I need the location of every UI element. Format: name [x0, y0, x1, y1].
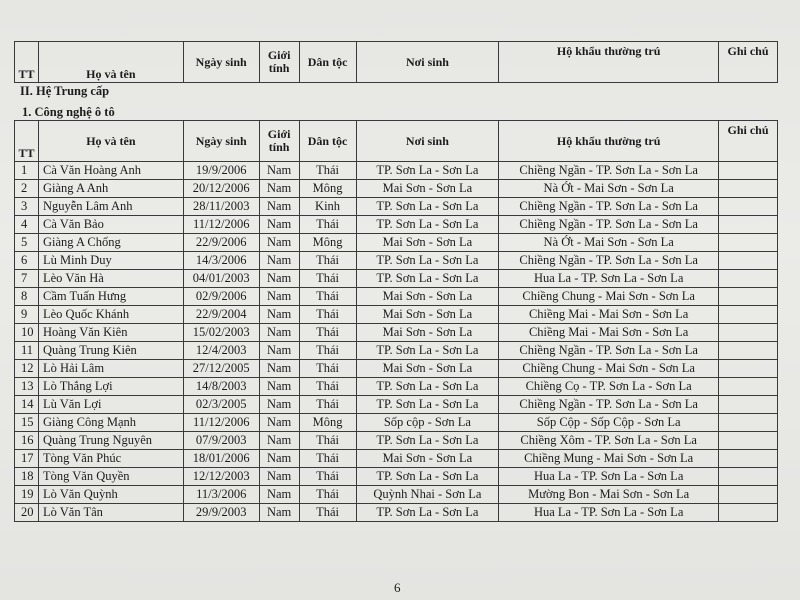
cell-residence: Chiềng Ngần - TP. Sơn La - Sơn La: [499, 252, 719, 270]
cell-dob: 29/9/2003: [183, 504, 259, 522]
cell-birthplace: TP. Sơn La - Sơn La: [356, 198, 499, 216]
cell-name: Quàng Trung Kiên: [38, 342, 183, 360]
cell-birthplace: Mai Sơn - Sơn La: [356, 324, 499, 342]
cell-name: Lò Văn Tân: [38, 504, 183, 522]
cell-name: Cà Văn Hoàng Anh: [38, 162, 183, 180]
cell-dob: 02/9/2006: [183, 288, 259, 306]
cell-birthplace: Mai Sơn - Sơn La: [356, 450, 499, 468]
table-row: [15, 270, 778, 288]
cell-tt: 17: [15, 450, 39, 468]
cell-name: Lèo Văn Hà: [38, 270, 183, 288]
cell-tt: 10: [15, 324, 39, 342]
cell-residence: Hua La - TP. Sơn La - Sơn La: [499, 504, 719, 522]
col-header-tt: TT: [15, 121, 39, 162]
cell-tt: 20: [15, 504, 39, 522]
cell-dob: 12/4/2003: [183, 342, 259, 360]
cell-birthplace: TP. Sơn La - Sơn La: [356, 378, 499, 396]
cell-name: Lò Thắng Lợi: [38, 378, 183, 396]
cell-residence: Sốp Cộp - Sốp Cộp - Sơn La: [499, 414, 719, 432]
cell-tt: 5: [15, 234, 39, 252]
cell-note: [719, 288, 778, 306]
cell-birthplace: Mai Sơn - Sơn La: [356, 288, 499, 306]
table-row: [15, 378, 778, 396]
cell-note: [719, 198, 778, 216]
cell-residence: Hua La - TP. Sơn La - Sơn La: [499, 270, 719, 288]
table-row: [15, 468, 778, 486]
cell-ethnic: Thái: [299, 324, 356, 342]
cell-note: [719, 162, 778, 180]
cell-gender: Nam: [259, 216, 299, 234]
cell-name: Cầm Tuấn Hưng: [38, 288, 183, 306]
cell-gender: Nam: [259, 450, 299, 468]
cell-dob: 14/3/2006: [183, 252, 259, 270]
cell-residence: Chiềng Ngần - TP. Sơn La - Sơn La: [499, 198, 719, 216]
cell-dob: 11/12/2006: [183, 414, 259, 432]
cell-ethnic: Mông: [299, 180, 356, 198]
cell-residence: Chiềng Ngần - TP. Sơn La - Sơn La: [499, 216, 719, 234]
cell-note: [719, 468, 778, 486]
cell-birthplace: Quỳnh Nhai - Sơn La: [356, 486, 499, 504]
cell-residence: Chiềng Ngần - TP. Sơn La - Sơn La: [499, 396, 719, 414]
cell-gender: Nam: [259, 288, 299, 306]
cell-dob: 11/3/2006: [183, 486, 259, 504]
cell-ethnic: Thái: [299, 360, 356, 378]
cell-dob: 28/11/2003: [183, 198, 259, 216]
cell-ethnic: Thái: [299, 504, 356, 522]
cell-residence: Nà Ớt - Mai Sơn - Sơn La: [499, 234, 719, 252]
cell-tt: 7: [15, 270, 39, 288]
cell-ethnic: Thái: [299, 216, 356, 234]
cell-dob: 15/02/2003: [183, 324, 259, 342]
header-birthplace: Nơi sinh: [356, 42, 499, 83]
cell-ethnic: Thái: [299, 288, 356, 306]
cell-note: [719, 486, 778, 504]
section-subtitle: 1. Công nghệ ô tô: [22, 105, 115, 119]
cell-dob: 22/9/2006: [183, 234, 259, 252]
cell-note: [719, 414, 778, 432]
cell-tt: 6: [15, 252, 39, 270]
table-row: [15, 414, 778, 432]
cell-residence: Chiềng Mai - Mai Sơn - Sơn La: [499, 324, 719, 342]
header-gender: Giới tính: [259, 42, 299, 83]
cell-ethnic: Thái: [299, 486, 356, 504]
table-row: [15, 450, 778, 468]
cell-birthplace: TP. Sơn La - Sơn La: [356, 432, 499, 450]
cell-ethnic: Kinh: [299, 198, 356, 216]
cell-name: Lù Văn Lợi: [38, 396, 183, 414]
cell-gender: Nam: [259, 486, 299, 504]
cell-birthplace: Mai Sơn - Sơn La: [356, 234, 499, 252]
cell-note: [719, 360, 778, 378]
cell-ethnic: Mông: [299, 414, 356, 432]
cell-tt: 9: [15, 306, 39, 324]
page-number: 6: [394, 580, 401, 595]
cell-birthplace: Mai Sơn - Sơn La: [356, 306, 499, 324]
header-ethnic: Dân tộc: [299, 42, 356, 83]
cell-tt: 14: [15, 396, 39, 414]
cell-residence: Hua La - TP. Sơn La - Sơn La: [499, 468, 719, 486]
cell-tt: 11: [15, 342, 39, 360]
cell-tt: 1: [15, 162, 39, 180]
cell-gender: Nam: [259, 324, 299, 342]
cell-birthplace: TP. Sơn La - Sơn La: [356, 468, 499, 486]
header-note: Ghi chú: [718, 42, 777, 83]
table-row: [15, 180, 778, 198]
cell-name: Nguyễn Lâm Anh: [38, 198, 183, 216]
table-row: [15, 252, 778, 270]
cell-gender: Nam: [259, 414, 299, 432]
cell-name: Giàng Công Mạnh: [38, 414, 183, 432]
cell-name: Lù Minh Duy: [38, 252, 183, 270]
cell-dob: 27/12/2005: [183, 360, 259, 378]
cell-dob: 12/12/2003: [183, 468, 259, 486]
cell-residence: Chiềng Mai - Mai Sơn - Sơn La: [499, 306, 719, 324]
cell-gender: Nam: [259, 252, 299, 270]
col-header-ethnic: Dân tộc: [299, 121, 356, 162]
cell-ethnic: Thái: [299, 270, 356, 288]
cell-residence: Nà Ớt - Mai Sơn - Sơn La: [499, 180, 719, 198]
cell-residence: Chiềng Mung - Mai Sơn - Sơn La: [499, 450, 719, 468]
cell-residence: Chiềng Chung - Mai Sơn - Sơn La: [499, 288, 719, 306]
cell-note: [719, 306, 778, 324]
cell-name: Tòng Văn Phúc: [38, 450, 183, 468]
cell-ethnic: Thái: [299, 468, 356, 486]
cell-dob: 22/9/2004: [183, 306, 259, 324]
cell-name: Tòng Văn Quyền: [38, 468, 183, 486]
cell-gender: Nam: [259, 162, 299, 180]
table-row: [15, 486, 778, 504]
cell-gender: Nam: [259, 432, 299, 450]
cell-ethnic: Thái: [299, 396, 356, 414]
cell-name: Hoàng Văn Kiên: [38, 324, 183, 342]
cell-dob: 04/01/2003: [183, 270, 259, 288]
cell-birthplace: Mai Sơn - Sơn La: [356, 360, 499, 378]
cell-birthplace: TP. Sơn La - Sơn La: [356, 504, 499, 522]
cell-residence: Chiềng Cọ - TP. Sơn La - Sơn La: [499, 378, 719, 396]
cell-gender: Nam: [259, 342, 299, 360]
top-header-table: [14, 41, 778, 83]
cell-dob: 11/12/2006: [183, 216, 259, 234]
cell-residence: Chiềng Chung - Mai Sơn - Sơn La: [499, 360, 719, 378]
cell-note: [719, 432, 778, 450]
col-header-birthplace: Nơi sinh: [356, 121, 499, 162]
cell-name: Giàng A Chống: [38, 234, 183, 252]
col-header-residence: Hộ khẩu thường trú: [499, 121, 719, 162]
cell-dob: 20/12/2006: [183, 180, 259, 198]
col-header-gender: Giới tính: [259, 121, 299, 162]
cell-tt: 18: [15, 468, 39, 486]
cell-gender: Nam: [259, 396, 299, 414]
cell-name: Giàng A Anh: [38, 180, 183, 198]
cell-note: [719, 396, 778, 414]
cell-note: [719, 180, 778, 198]
cell-ethnic: Thái: [299, 432, 356, 450]
table-row: [15, 342, 778, 360]
table-row: [15, 162, 778, 180]
cell-residence: Chiềng Ngần - TP. Sơn La - Sơn La: [499, 162, 719, 180]
cell-name: Lèo Quốc Khánh: [38, 306, 183, 324]
cell-dob: 18/01/2006: [183, 450, 259, 468]
cell-gender: Nam: [259, 504, 299, 522]
cell-tt: 15: [15, 414, 39, 432]
cell-residence: Mường Bon - Mai Sơn - Sơn La: [499, 486, 719, 504]
cell-tt: 16: [15, 432, 39, 450]
table-row: [15, 306, 778, 324]
section-title: II. Hệ Trung cấp: [20, 84, 110, 98]
cell-tt: 19: [15, 486, 39, 504]
cell-dob: 14/8/2003: [183, 378, 259, 396]
table-row: [15, 234, 778, 252]
table-row: [15, 360, 778, 378]
student-table: [14, 120, 778, 522]
header-tt: TT: [15, 42, 39, 83]
cell-note: [719, 252, 778, 270]
table-row: [15, 288, 778, 306]
cell-gender: Nam: [259, 306, 299, 324]
table-header-row: [15, 121, 778, 162]
table-row: [15, 504, 778, 522]
header-dob: Ngày sinh: [183, 42, 259, 83]
top-header-row: [15, 42, 778, 83]
cell-note: [719, 324, 778, 342]
cell-birthplace: TP. Sơn La - Sơn La: [356, 216, 499, 234]
cell-gender: Nam: [259, 180, 299, 198]
cell-gender: Nam: [259, 234, 299, 252]
cell-birthplace: TP. Sơn La - Sơn La: [356, 270, 499, 288]
cell-tt: 3: [15, 198, 39, 216]
cell-birthplace: TP. Sơn La - Sơn La: [356, 162, 499, 180]
table-row: [15, 324, 778, 342]
cell-tt: 13: [15, 378, 39, 396]
cell-residence: Chiềng Ngần - TP. Sơn La - Sơn La: [499, 342, 719, 360]
table-row: [15, 216, 778, 234]
cell-note: [719, 450, 778, 468]
col-header-dob: Ngày sinh: [183, 121, 259, 162]
cell-tt: 12: [15, 360, 39, 378]
cell-name: Quàng Trung Nguyên: [38, 432, 183, 450]
cell-dob: 02/3/2005: [183, 396, 259, 414]
cell-gender: Nam: [259, 270, 299, 288]
cell-dob: 19/9/2006: [183, 162, 259, 180]
cell-gender: Nam: [259, 360, 299, 378]
cell-note: [719, 378, 778, 396]
cell-note: [719, 504, 778, 522]
cell-ethnic: Thái: [299, 450, 356, 468]
cell-birthplace: Sốp cộp - Sơn La: [356, 414, 499, 432]
cell-note: [719, 270, 778, 288]
cell-ethnic: Thái: [299, 162, 356, 180]
cell-name: Lò Văn Quỳnh: [38, 486, 183, 504]
cell-tt: 2: [15, 180, 39, 198]
cell-note: [719, 342, 778, 360]
cell-ethnic: Thái: [299, 306, 356, 324]
cell-tt: 8: [15, 288, 39, 306]
cell-name: Cà Văn Bảo: [38, 216, 183, 234]
cell-ethnic: Thái: [299, 252, 356, 270]
cell-gender: Nam: [259, 378, 299, 396]
cell-note: [719, 216, 778, 234]
cell-ethnic: Mông: [299, 234, 356, 252]
cell-residence: Chiềng Xôm - TP. Sơn La - Sơn La: [499, 432, 719, 450]
table-row: [15, 396, 778, 414]
cell-birthplace: Mai Sơn - Sơn La: [356, 180, 499, 198]
col-header-name: Họ và tên: [38, 121, 183, 162]
cell-birthplace: TP. Sơn La - Sơn La: [356, 396, 499, 414]
cell-gender: Nam: [259, 198, 299, 216]
cell-ethnic: Thái: [299, 342, 356, 360]
table-row: [15, 432, 778, 450]
cell-gender: Nam: [259, 468, 299, 486]
col-header-note: Ghi chú: [719, 121, 778, 162]
cell-birthplace: TP. Sơn La - Sơn La: [356, 252, 499, 270]
cell-birthplace: TP. Sơn La - Sơn La: [356, 342, 499, 360]
cell-dob: 07/9/2003: [183, 432, 259, 450]
cell-tt: 4: [15, 216, 39, 234]
header-residence: Hộ khẩu thường trú: [499, 42, 719, 83]
header-name: Họ và tên: [38, 42, 183, 83]
table-row: [15, 198, 778, 216]
cell-ethnic: Thái: [299, 378, 356, 396]
cell-name: Lò Hải Lâm: [38, 360, 183, 378]
cell-note: [719, 234, 778, 252]
